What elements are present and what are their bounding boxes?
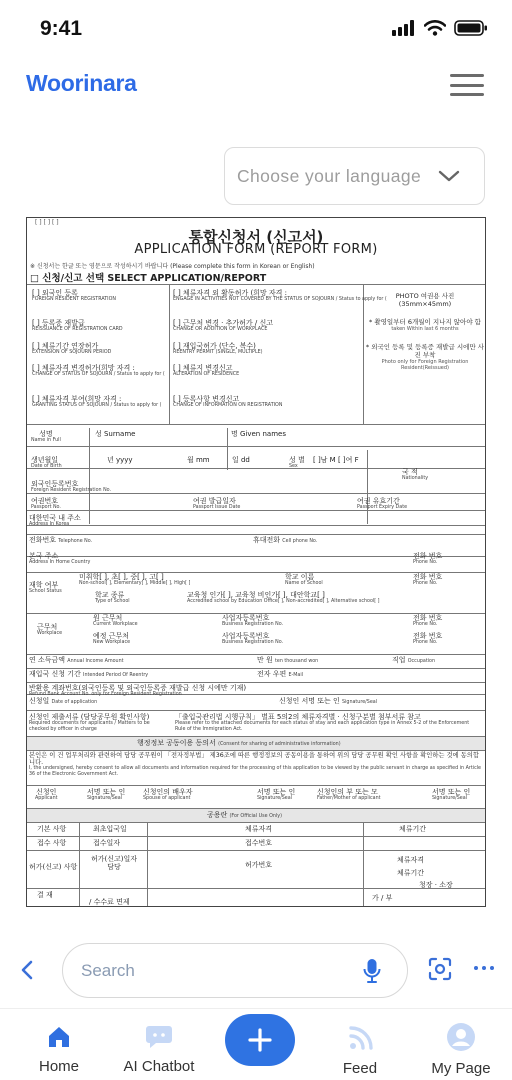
- option-right-2: [ ] 근무처 변경 · 추가허가 / 신고 CHANGE OR ADDITION OF WORKPLACE: [173, 319, 274, 333]
- row-home-address: 본국 주소 Address In Home Country: [29, 552, 91, 566]
- row-name: 성명 Name in Full: [31, 430, 61, 444]
- hamburger-menu-icon[interactable]: [450, 74, 484, 96]
- more-options-icon[interactable]: [474, 966, 494, 970]
- official-basic: 기본 사항: [37, 825, 67, 833]
- row-reentry: 재입국 신청 기간 Intended Period Of Reentry: [29, 670, 149, 678]
- battery-icon: [454, 20, 488, 36]
- search-input[interactable]: [81, 956, 341, 986]
- row-accredited: 교육청 인가[ ], 교육청 비인가[ ], 대안학교[ ] Accredited school by Education Office[ ], Non-accredited[ ], Alternative school[ ]: [187, 591, 380, 605]
- row-dob-mm: 월 mm: [187, 456, 210, 464]
- back-chevron-icon[interactable]: [16, 958, 40, 982]
- row-dob-yyyy: 년 yyyy: [107, 456, 133, 464]
- row-home-phone: 전화 번호 Phone No.: [413, 552, 443, 566]
- home-icon: [47, 1025, 71, 1049]
- microphone-icon[interactable]: [363, 958, 381, 984]
- sig-spouse-seal: 서명 또는 인 Signature/Seal: [257, 788, 296, 802]
- row-consent-title: 행정정보 공동이용 동의서 (Consent for sharing of administrative information): [137, 739, 341, 747]
- row-telephone: 전화번호 Telephone No.: [29, 536, 93, 544]
- nav-ai-chatbot[interactable]: [109, 1009, 209, 1080]
- sig-spouse: 신청인의 배우자 Spouse of applicant: [143, 788, 193, 802]
- row-biz-no-1: 사업자등록번호 Business Registration No.: [222, 614, 284, 628]
- chatbot-icon: [145, 1024, 173, 1050]
- doc-note: ※ 신청서는 한글 또는 영문으로 작성하시기 바랍니다 (Please complete this form in Korean or English): [30, 263, 315, 270]
- official-title: 공용란 (For Official Use Only): [207, 811, 282, 819]
- nav-my-page-label: My Page: [431, 1060, 491, 1077]
- row-school-name: 학교 이름 Name of School: [285, 573, 323, 587]
- row-current-workplace: 원 근무처 Current Workplace: [93, 614, 138, 628]
- row-refund: 반환용 계좌번호(외국인등록 및 외국인등록증 재발급 신청 시에만 기재) Refund Bank Account No. only for Foreign Resident Registration: [29, 684, 247, 698]
- doc-top-mark: [ ] [ ] [ ]: [35, 219, 59, 226]
- row-work-phone-2: 전화 번호 Phone No.: [413, 632, 443, 646]
- official-receipt: 접수 사항: [37, 839, 67, 847]
- row-docs: 신청인 제출서류 (담당공무원 확인사항) Required documents for applicants / Matters to be checked by officer in charge: [29, 713, 150, 732]
- wifi-icon: [424, 20, 446, 36]
- official-receipt-date: 접수일자: [93, 839, 121, 847]
- sig-parent: 신청인의 부 또는 모 Father/Mother of applicant: [317, 788, 381, 802]
- feed-icon: [348, 1025, 374, 1051]
- option-right-1: [ ] 체류자격 외 활동허가 (희망 자격 : ENGAGE IN ACTIVITIES NOT COVERED BY THE STATUS OF SOJOURN / Status to apply for (: [173, 289, 387, 303]
- sig-applicant: 신청인 Applicant: [35, 788, 58, 802]
- row-occupation: 직업 Occupation: [392, 656, 436, 664]
- official-chief: 청장 · 소장: [419, 881, 453, 889]
- row-frn: 외국인등록번호 Foreign Resident Registration No.: [31, 480, 112, 494]
- option-left-1: [ ] 외국인 등록 FOREIGN RESIDENT REGISTRATION: [32, 289, 116, 303]
- nav-home[interactable]: [9, 1009, 109, 1080]
- status-icons: [392, 20, 488, 36]
- language-select[interactable]: [224, 147, 485, 205]
- row-address: 대한민국 내 주소 Address In Korea: [29, 514, 81, 528]
- official-fee: / 수수료 면제: [89, 898, 130, 906]
- search-bar[interactable]: [62, 943, 408, 998]
- row-issue-date: 여권 발급일자 Passport Issue Date: [193, 497, 241, 511]
- official-receipt-number: 접수번호: [245, 839, 273, 847]
- official-yes-no: 가 / 부: [372, 894, 393, 902]
- nav-ai-chatbot-label: AI Chatbot: [123, 1058, 195, 1075]
- doc-select-heading: □ 신청/신고 선택 SELECT APPLICATION/REPORT: [30, 273, 267, 284]
- app-header: [0, 58, 512, 110]
- row-school-phone: 전화 번호 Phone No.: [413, 573, 443, 587]
- row-email: 전자 우편 E-Mail: [257, 670, 304, 678]
- language-select-placeholder: Choose your language: [237, 165, 422, 186]
- row-school-level: 미취학[ ], 초[ ], 중[ ], 고[ ] Non-school[ ], Elementary[ ], Middle[ ], High[ ]: [79, 573, 191, 587]
- official-period: 체류기간: [399, 825, 427, 833]
- row-work-phone-1: 전화 번호 Phone No.: [413, 614, 443, 628]
- row-school-status: 재학 여부 School Status: [29, 581, 62, 595]
- chevron-down-icon: [438, 169, 460, 183]
- woorinara-logo[interactable]: Woorinara: [26, 70, 137, 96]
- row-cellphone: 휴대전화 Cell phone No.: [253, 536, 318, 544]
- row-income: 연 소득금액 Annual Income Amount: [29, 656, 124, 664]
- row-consent-text: 본인은 이 건 업무처리와 관련하여 담당 공무원이 「전자정부법」 제36조에 따른 행정정보의 공동이용을 통하여 위의 담당 공무원 확인 사항을 확인하는 것에 동의합니다. I, the undersigned, hereby consent to allow all documents and information required for the processing of this application to be viewed by the public servant in charge as specified in Article 36 of the Electronic Government Act.: [29, 752, 481, 777]
- option-left-5: [ ] 체류자격 부여(희망 자격 : GRANTING STATUS OF SOJOURN / Status to apply for (: [32, 395, 162, 409]
- sig-applicant-seal: 서명 또는 인 Signature/Seal: [87, 788, 126, 802]
- official-status-2: 체류자격: [397, 856, 425, 864]
- sig-parent-seal: 서명 또는 인 Signature/Seal: [432, 788, 471, 802]
- official-status: 체류자격: [245, 825, 273, 833]
- user-profile-icon: [446, 1022, 476, 1052]
- row-docs-ref: 「출입국관리법 시행규칙」 별표 5의2의 체류자격별 · 신청구분별 첨부서류 참고 Please refer to the attached documents for each status of stay and each application type in Annex 5-2 of the Enforcement Rule of the Immigration Act.: [175, 713, 470, 732]
- row-expiry-date: 여권 유효기간 Passport Expiry Date: [357, 497, 408, 511]
- official-permit-date: 허가(신고)일자 담당: [91, 855, 138, 872]
- cellular-signal-icon: [392, 20, 416, 36]
- official-first-entry: 최초입국일: [93, 825, 127, 833]
- application-form-document[interactable]: [26, 217, 486, 907]
- row-passport: 여권번호 Passport No.: [31, 497, 61, 511]
- row-sex-options: [ ]남 M [ ]여 F: [313, 456, 359, 464]
- nav-home-label: Home: [38, 1058, 79, 1075]
- plus-icon: [247, 1027, 273, 1053]
- official-period-2: 체류기간: [397, 869, 425, 877]
- row-app-date: 신청일 Date of application: [29, 697, 98, 705]
- row-sex: 성 별 Sex: [289, 456, 305, 470]
- official-permit-no: 허가번호: [245, 861, 273, 869]
- option-left-2: [ ] 등록증 재발급 REISSUANCE OF REGISTRATION CARD: [32, 319, 123, 333]
- nav-feed[interactable]: [310, 1009, 410, 1080]
- option-right-4: [ ] 체류지 변경신고 ALTERATION OF RESIDENCE: [173, 364, 240, 378]
- row-won: 만 원 ten thousand won: [257, 656, 319, 664]
- row-new-workplace: 예정 근무처 New Workplace: [93, 632, 131, 646]
- row-biz-no-2: 사업자등록번호 Business Registration No.: [222, 632, 284, 646]
- official-decision: 결 재: [37, 891, 53, 899]
- option-left-3: [ ] 체류기간 연장허가 EXTENSION OF SOJOURN PERIOD: [32, 342, 112, 356]
- option-right-3: [ ] 재입국허가 (단수, 복수) REENTRY PERMIT (SINGLE, MULTIPLE): [173, 342, 263, 356]
- nav-my-page[interactable]: [411, 1009, 511, 1080]
- row-workplace: 근무처 Workplace: [37, 623, 63, 637]
- nav-feed-label: Feed: [342, 1060, 378, 1077]
- doc-title-english: APPLICATION FORM (REPORT FORM): [134, 242, 378, 257]
- row-school-type: 학교 종류 Type of School: [95, 591, 130, 605]
- row-app-sign: 신청인 서명 또는 인 Signature/Seal: [279, 697, 378, 705]
- row-dob: 생년월일 Date of Birth: [31, 456, 62, 470]
- status-bar: [0, 0, 512, 58]
- add-button[interactable]: [225, 1014, 295, 1066]
- row-surname: 성 Surname: [95, 430, 136, 438]
- row-given-names: 명 Given names: [231, 430, 286, 438]
- option-left-4: [ ] 체류자격 변경허가(희망 자격 : CHANGE OF STATUS OF SOJOURN / Status to apply for (: [32, 364, 165, 378]
- photo-box: PHOTO 여권용 사진 (35mm×45mm) * 촬영일부터 6개월이 지나지 않아야 함 taken Within last 6 months * 외국인 등록 및 등록증 재발급 시에만 사진 부착 Photo only for Foreign Registration Resident(Reissued): [365, 292, 485, 372]
- official-permit: 허가(신고) 사항: [29, 863, 78, 871]
- option-right-5: [ ] 등록사항 변경신고 CHANGE OF INFORMATION ON REGISTRATION: [173, 395, 283, 409]
- status-time: 9:41: [40, 17, 83, 40]
- scan-camera-icon[interactable]: [428, 957, 452, 981]
- doc-title-korean: 통합신청서 (신고서): [188, 228, 324, 246]
- row-nationality: 국 적 Nationality: [402, 468, 429, 482]
- row-dob-dd: 일 dd: [232, 456, 250, 464]
